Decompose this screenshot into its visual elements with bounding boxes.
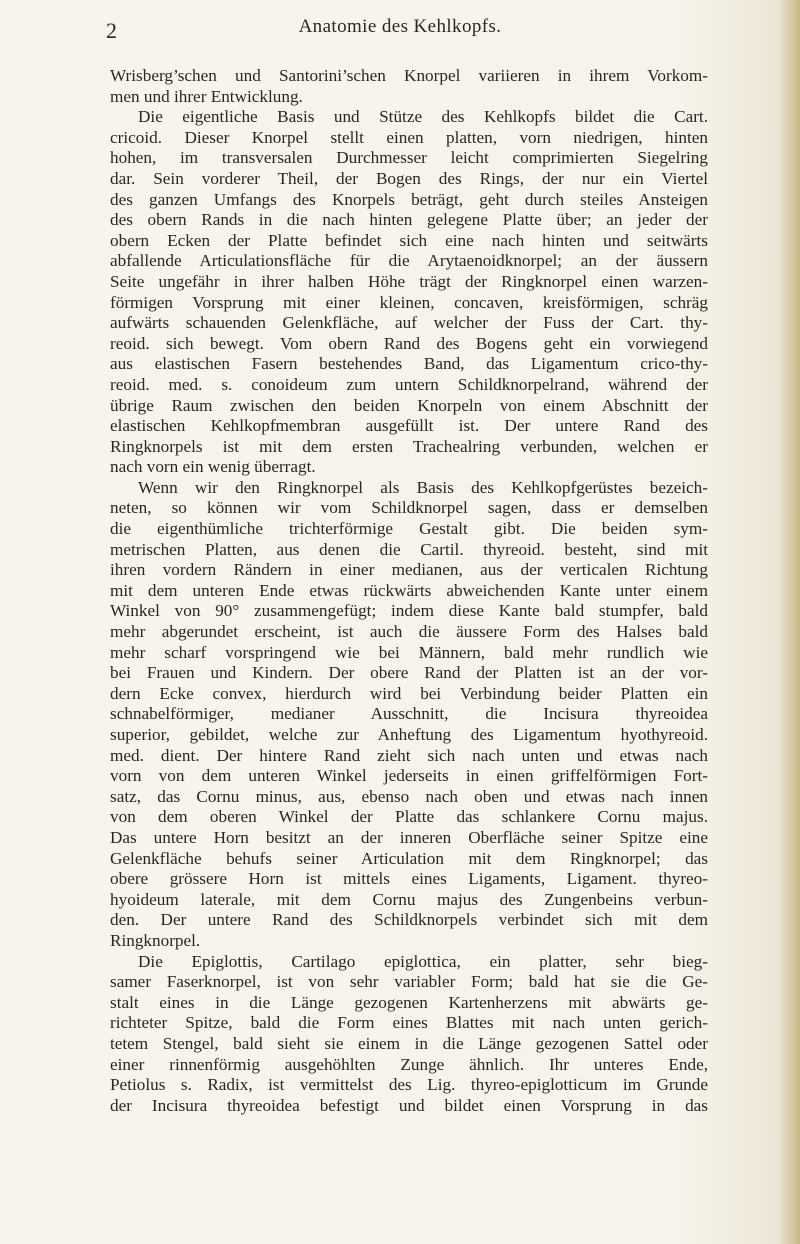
text-line: bei Frauen und Kindern. Der obere Rand der Platten ist an der vor- xyxy=(110,663,708,683)
text-line: med. dient. Der hintere Rand zieht sich nach unten und etwas nach xyxy=(110,745,708,765)
text-line: einer rinnenförmig ausgehöhlten Zunge ähnlich. Ihr unteres Ende, xyxy=(110,1054,708,1074)
body-text xyxy=(110,66,708,1116)
text-line: obere grössere Horn ist mittels eines Ligaments, Ligament. thyreo- xyxy=(110,869,708,889)
paragraph xyxy=(110,478,708,952)
text-line: vorn von dem unteren Winkel jederseits in einen griffelförmigen Fort- xyxy=(110,766,708,786)
text-line: Die eigentliche Basis und Stütze des Kehlkopfs bildet die Cart. xyxy=(138,107,708,127)
paragraph xyxy=(110,107,708,478)
text-line: Die Epiglottis, Cartilago epiglottica, ein platter, sehr bieg- xyxy=(138,951,708,971)
text-line: mehr abgerundet erscheint, ist auch die äussere Form des Halses bald xyxy=(110,622,708,642)
text-line: richteter Spitze, bald die Form eines Blattes mit nach unten gerich- xyxy=(110,1013,708,1033)
text-line: hohen, im transversalen Durchmesser leicht comprimierten Siegelring xyxy=(110,148,708,168)
text-line: übrige Raum zwischen den beiden Knorpeln von einem Abschnitt der xyxy=(110,395,708,415)
text-line: mehr scharf vorspringend wie bei Männern, bald mehr rundlich wie xyxy=(110,642,708,662)
text-line: cricoid. Dieser Knorpel stellt einen platten, vorn niedrigen, hinten xyxy=(110,127,708,147)
paragraph xyxy=(110,66,708,107)
text-line: aus elastischen Fasern bestehendes Band, das Ligamentum crico-thy- xyxy=(110,354,708,374)
page-number: 2 xyxy=(106,18,118,43)
text-line: Wenn wir den Ringknorpel als Basis des Kehlkopfgerüstes bezeich- xyxy=(138,477,708,497)
text-line: abfallende Articulationsfläche für die Arytaenoidknorpel; an der äussern xyxy=(110,251,708,271)
text-line: des ganzen Umfangs des Knorpels beträgt, geht durch steiles Ansteigen xyxy=(110,189,708,209)
text-line: Das untere Horn besitzt an der inneren Oberfläche seiner Spitze eine xyxy=(110,827,708,847)
text-line: von dem oberen Winkel der Platte das schlankere Cornu majus. xyxy=(110,807,708,827)
text-line: neten, so können wir vom Schildknorpel sagen, dass er demselben xyxy=(110,498,708,518)
text-line: men und ihrer Entwicklung. xyxy=(110,86,303,106)
text-line: Ringknorpel. xyxy=(110,930,201,950)
text-line: Gelenkfläche behufs seiner Articulation mit dem Ringknorpel; das xyxy=(110,848,708,868)
text-line: die eigenthümliche trichterförmige Gestalt gibt. Die beiden sym- xyxy=(110,519,708,539)
text-line: stalt eines in die Länge gezogenen Kartenherzens mit abwärts ge- xyxy=(110,992,708,1012)
page-header xyxy=(0,10,800,46)
text-line: dern Ecke convex, hierdurch wird bei Verbindung beider Platten ein xyxy=(110,683,708,703)
text-line: Winkel von 90° zusammengefügt; indem diese Kante bald stumpfer, bald xyxy=(110,601,708,621)
text-line: des obern Rands in die nach hinten gelegene Platte über; an jeder der xyxy=(110,210,708,230)
text-line: superior, gebildet, welche zur Anheftung des Ligamentum hyothyreoid. xyxy=(110,725,708,744)
text-line: den. Der untere Rand des Schildknorpels verbindet sich mit dem xyxy=(110,910,708,930)
text-line: hyoideum laterale, mit dem Cornu majus des Zungenbeins verbun- xyxy=(110,889,708,909)
text-line: obern Ecken der Platte befindet sich eine nach hinten und seitwärts xyxy=(110,230,708,250)
text-line: aufwärts schauenden Gelenkfläche, auf welcher der Fuss der Cart. thy- xyxy=(110,313,708,333)
running-head: Anatomie des Kehlkopfs. xyxy=(298,16,502,37)
text-line: förmigen Vorsprung mit einer kleinen, concaven, kreisförmigen, schräg xyxy=(110,292,708,312)
text-line: samer Faserknorpel, ist von sehr variabler Form; bald hat sie die Ge- xyxy=(110,972,708,992)
text-line: elastischen Kehlkopfmembran ausgefüllt ist. Der untere Rand des xyxy=(110,416,708,436)
text-line: reoid. sich bewegt. Vom obern Rand des Bogens geht ein vorwiegend xyxy=(110,333,708,353)
text-line: Ringknorpels ist mit dem ersten Trachealring verbunden, welchen er xyxy=(110,436,708,456)
text-line: reoid. med. s. conoideum zum untern Schildknorpelrand, während der xyxy=(110,374,708,394)
text-line: dar. Sein vorderer Theil, der Bogen des Rings, der nur ein Viertel xyxy=(110,168,708,188)
paragraph xyxy=(110,952,708,1117)
text-line: Seite ungefähr in ihrer halben Höhe trägt der Ringknorpel einen warzen- xyxy=(110,271,708,291)
page-edge-shadow xyxy=(778,0,800,1244)
text-line: ihren vordern Rändern in einer medianen, aus der verticalen Richtung xyxy=(110,560,708,580)
text-line: satz, das Cornu minus, aus, ebenso nach oben und etwas nach innen xyxy=(110,786,708,806)
text-line: mit dem unteren Ende etwas rückwärts abweichenden Kante unter einem xyxy=(110,580,708,600)
text-line: der Incisura thyreoidea befestigt und bildet einen Vorsprung in das xyxy=(110,1095,708,1115)
text-line: Petiolus s. Radix, ist vermittelst des Lig. thyreo-epiglotticum im Grunde xyxy=(110,1075,708,1095)
text-line: nach vorn ein wenig überragt. xyxy=(110,457,316,477)
text-line: schnabelförmiger, medianer Ausschnitt, die Incisura thyreoidea xyxy=(110,704,708,724)
text-line: Wrisberg’schen und Santorini’schen Knorpel variieren in ihrem Vorkom- xyxy=(110,66,708,85)
text-line: tetem Stengel, bald sieht sie einem in die Länge gezogenen Sattel oder xyxy=(110,1033,708,1053)
text-line: metrischen Platten, aus denen die Cartil. thyreoid. besteht, sind mit xyxy=(110,539,708,559)
